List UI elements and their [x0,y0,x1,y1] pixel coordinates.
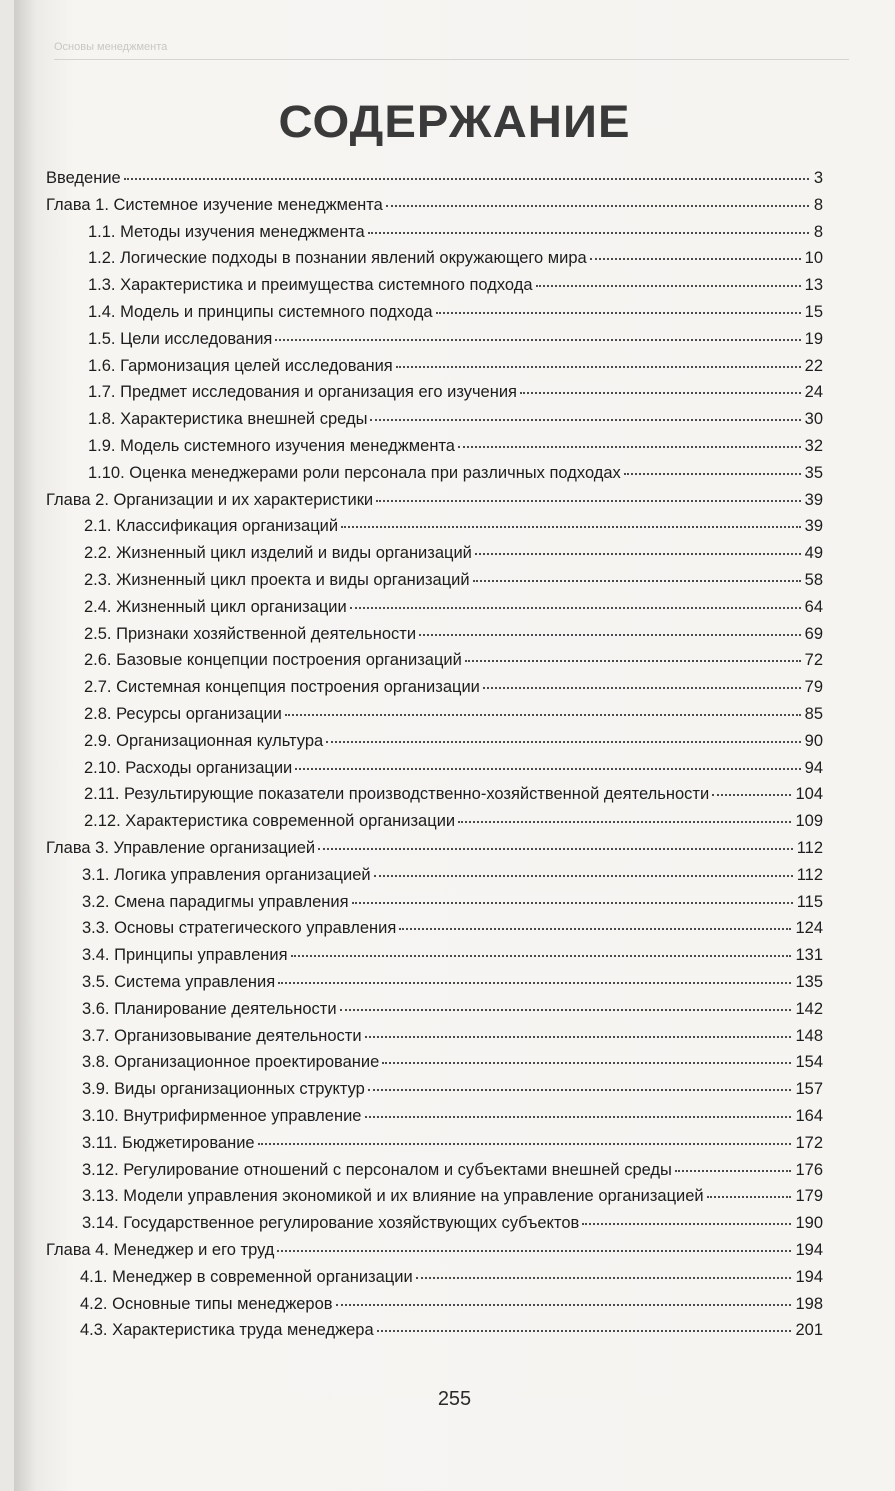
toc-section [88,435,823,457]
toc-entry-page: 79 [804,678,823,697]
toc-section [82,998,823,1020]
toc-entry-label: 3.2. Смена парадигмы управления [82,892,349,911]
toc-section [82,1051,823,1073]
toc-section [84,542,823,564]
toc-section [88,462,823,484]
toc-entry-label: 2.8. Ресурсы организации [84,705,282,723]
dot-leader [340,1009,792,1011]
toc-entry-label: 3.13. Модели управления экономикой и их влияние на управление организацией [82,1187,704,1206]
dot-leader [399,928,791,930]
toc-entry-page: 172 [795,1133,823,1152]
toc-section [88,355,823,377]
toc-section [82,891,823,913]
toc-entry-page: 58 [804,571,823,589]
dot-leader [350,607,801,609]
toc-section [82,971,823,993]
dot-leader [483,687,801,689]
toc-entry-label: 1.2. Логические подходы в познании явлений окружающего мира [88,249,587,268]
toc-entry-page: 22 [804,356,823,375]
dot-leader [416,1277,792,1279]
dot-leader [458,446,801,448]
toc-entry-label: 1.1. Методы изучения менеджмента [88,222,365,241]
toc-entry-page: 30 [804,410,823,429]
toc-entry-page: 115 [796,892,823,911]
toc-entry-label: 2.10. Расходы организации [84,758,293,777]
book-page [14,0,895,1491]
toc-entry-label: 2.11. Результирующие показатели производственно-хозяйственной деятельности [84,785,710,804]
toc-section [84,810,823,832]
toc-entry-label: 3.8. Организационное проектирование [82,1053,380,1072]
toc-section [82,1025,823,1047]
toc-section [82,1132,823,1154]
toc-entry-label: 1.10. Оценка менеджерами роли персонала при различных подходах [88,463,621,482]
dot-leader [275,339,800,341]
toc-entry-label: Глава 4. Менеджер и его труд [46,1241,275,1259]
toc-entry-label: 3.1. Логика управления организацией [82,865,371,884]
toc-entry-page: 85 [804,705,823,723]
toc-section [82,1105,823,1127]
toc-entry-page: 72 [804,651,823,670]
toc-section [84,757,823,779]
toc-entry-page: 3 [813,169,823,187]
toc-section [88,247,823,269]
dot-leader [341,526,801,528]
page-title: СОДЕРЖАНИЕ [278,96,631,147]
toc-entry-label: 2.1. Классификация организаций [84,517,339,536]
toc-section [82,864,823,886]
toc-chapter [46,167,823,189]
toc-section [82,1159,823,1181]
dot-leader [624,473,801,475]
toc-entry-page: 190 [795,1214,823,1233]
toc-entry-page: 24 [804,383,823,402]
toc-entry-label: 1.9. Модель системного изучения менеджмента [88,437,455,455]
toc-entry-page: 154 [795,1053,823,1072]
toc-entry-label: 3.14. Государственное регулирование хозяйствующих субъектов [82,1214,580,1233]
toc-entry-page: 112 [796,839,823,857]
toc-section [82,1078,823,1100]
toc-entry-label: 3.11. Бюджетирование [82,1133,255,1152]
toc-entry-page: 39 [804,490,823,509]
toc-entry-label: 2.7. Системная концепция построения организации [84,678,480,697]
toc-section [88,381,823,403]
toc-section [88,221,823,243]
dot-leader [365,1036,792,1038]
toc-section [88,408,823,430]
toc-entry-page: 198 [795,1294,823,1313]
toc-section [88,274,823,296]
toc-section [80,1266,823,1288]
dot-leader [590,258,801,260]
dot-leader [419,634,801,636]
toc-section [84,649,823,671]
toc-entry-label: 3.6. Планирование деятельности [82,999,337,1018]
dot-leader [582,1223,791,1225]
toc-entry-label: 3.10. Внутрифирменное управление [82,1107,362,1125]
toc-entry-label: 1.8. Характеристика внешней среды [88,410,368,429]
dot-leader [386,205,809,207]
toc-section [82,917,823,939]
toc-entry-page: 201 [795,1321,823,1340]
toc-entry-label: Введение [46,169,121,187]
toc-entry-page: 8 [813,222,823,241]
toc-entry-page: 109 [795,812,823,831]
toc-entry-page: 32 [804,437,823,455]
dot-leader [475,553,801,555]
toc-entry-page: 19 [804,329,823,348]
toc-entry-label: 1.5. Цели исследования [88,329,273,348]
toc-entry-page: 148 [795,1026,823,1045]
toc-entry-page: 90 [804,731,823,750]
toc-entry-label: Глава 2. Организации и их характеристики [46,490,374,509]
toc-entry-label: 1.7. Предмет исследования и организация его изучения [88,383,517,402]
dot-leader [370,419,800,421]
toc-section [88,301,823,323]
toc-entry-label: 2.12. Характеристика современной организации [84,812,456,831]
toc-entry-page: 8 [813,195,823,214]
toc-entry-label: 2.4. Жизненный цикл организации [84,597,347,616]
dot-leader [707,1196,792,1198]
toc-entry-page: 39 [804,517,823,536]
dot-leader [295,768,800,770]
toc-entry-page: 135 [795,973,823,991]
toc-entry-label: Глава 3. Управление организацией [46,839,316,857]
toc-entry-label: 4.2. Основные типы менеджеров [80,1294,333,1313]
page-number: 255 [437,1388,472,1410]
toc-entry-page: 179 [795,1187,823,1206]
dot-leader [376,500,801,502]
toc-entry-label: 3.5. Система управления [82,973,276,991]
dot-leader [377,1330,792,1332]
toc-entry-label: 1.3. Характеристика и преимущества системного подхода [88,276,533,295]
toc-section [80,1319,823,1341]
toc-entry-page: 131 [795,946,823,965]
dot-leader [436,312,801,314]
dot-leader [336,1304,792,1306]
toc-section [88,328,823,350]
toc-entry-page: 142 [795,999,823,1018]
dot-leader [458,821,791,823]
toc-entry-page: 164 [795,1107,823,1125]
dot-leader [291,955,792,957]
dot-leader [352,902,793,904]
toc-entry-page: 157 [795,1080,823,1099]
dot-leader [365,1116,792,1118]
dot-leader [278,982,791,984]
dot-leader [473,580,801,582]
dot-leader [258,1143,792,1145]
toc-entry-page: 69 [804,624,823,643]
toc-section [84,569,823,591]
toc-entry-label: 3.4. Принципы управления [82,946,288,965]
toc-section [84,623,823,645]
toc-entry-label: 2.5. Признаки хозяйственной деятельности [84,624,417,643]
dot-leader [396,366,801,368]
toc-section [80,1293,823,1315]
dot-leader [277,1250,791,1252]
dot-leader [368,232,809,234]
toc-section [82,944,823,966]
toc-chapter [46,194,823,216]
toc-entry-label: 3.7. Организовывание деятельности [82,1026,362,1045]
toc-entry-page: 176 [795,1160,823,1179]
toc-entry-label: 4.1. Менеджер в современной организации [80,1267,413,1286]
running-head: Основы менеджмента [54,41,849,60]
toc-entry-page: 13 [804,276,823,295]
toc-section [84,703,823,725]
dot-leader [520,392,801,394]
toc-entry-page: 194 [795,1241,823,1259]
toc-entry-label: 3.3. Основы стратегического управления [82,919,397,938]
toc-chapter [46,489,823,511]
toc-entry-page: 49 [804,544,823,563]
dot-leader [536,285,801,287]
toc-section [84,515,823,537]
toc-entry-page: 112 [796,865,823,884]
dot-leader [675,1170,792,1172]
dot-leader [318,848,793,850]
toc-entry-label: 1.4. Модель и принципы системного подхода [88,303,433,321]
dot-leader [285,714,801,716]
dot-leader [124,178,809,180]
toc-section [84,596,823,618]
toc-entry-label: 2.2. Жизненный цикл изделий и виды организаций [84,544,472,563]
toc-entry-label: 2.9. Организационная культура [84,731,324,750]
dot-leader [326,741,800,743]
dot-leader [712,794,791,796]
dot-leader [368,1089,792,1091]
toc-entry-label: 2.6. Базовые концепции построения организаций [84,651,462,670]
toc-entry-page: 64 [804,597,823,616]
toc-entry-page: 104 [795,785,823,804]
toc-entry-page: 10 [804,249,823,268]
toc-entry-page: 15 [804,303,823,321]
toc-entry-page: 35 [804,463,823,482]
toc-section [82,1185,823,1207]
toc-chapter [46,1239,823,1261]
toc-section [84,783,823,805]
toc-entry-label: 4.3. Характеристика труда менеджера [80,1321,374,1340]
toc-entry-label: Глава 1. Системное изучение менеджмента [46,195,383,214]
dot-leader [382,1062,791,1064]
dot-leader [465,660,801,662]
toc-entry-label: 3.9. Виды организационных структур [82,1080,365,1099]
toc-entry-label: 3.12. Регулирование отношений с персоналом и субъектами внешней среды [82,1160,672,1179]
toc-entry-page: 94 [804,758,823,777]
toc-section [84,730,823,752]
toc-entry-label: 2.3. Жизненный цикл проекта и виды организаций [84,571,470,589]
toc-entry-page: 124 [795,919,823,938]
toc-section [84,676,823,698]
toc-entry-label: 1.6. Гармонизация целей исследования [88,356,393,375]
toc-section [82,1212,823,1234]
toc-entry-page: 194 [795,1267,823,1286]
toc-chapter [46,837,823,859]
dot-leader [374,875,793,877]
